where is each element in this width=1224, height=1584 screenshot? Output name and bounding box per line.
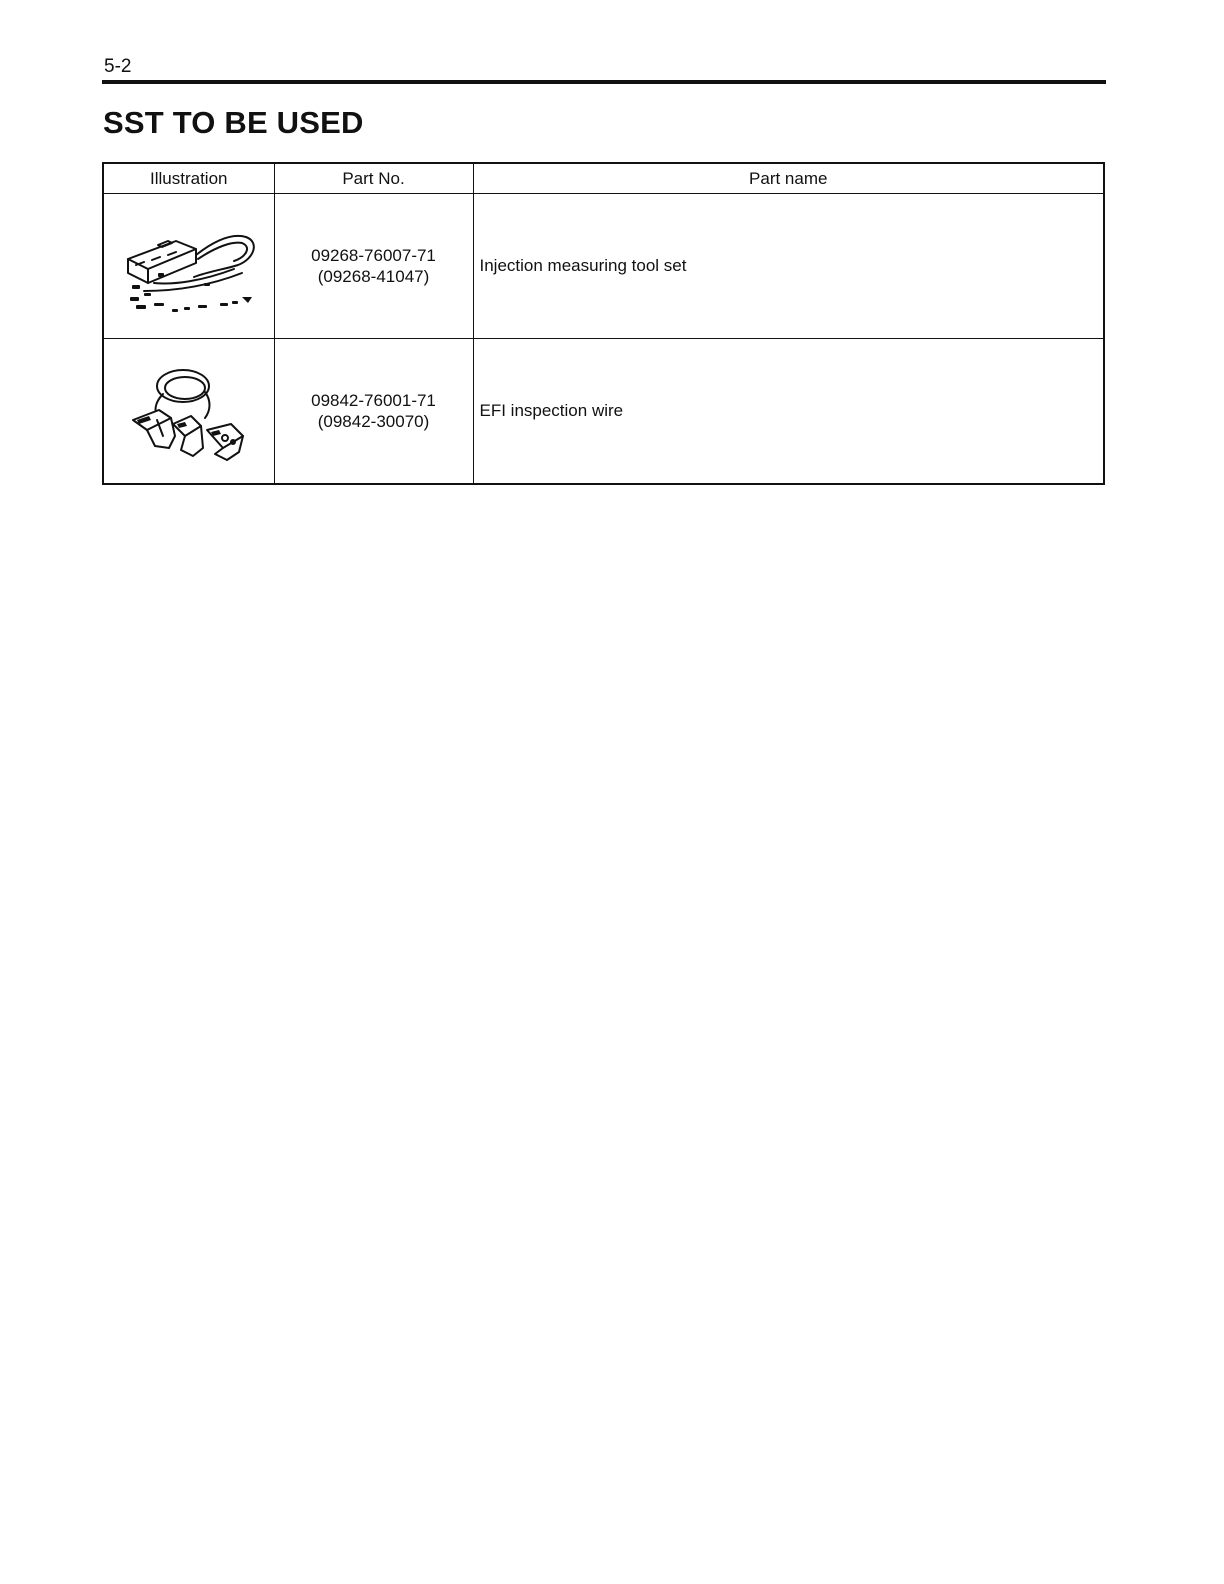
illustration-cell xyxy=(103,339,274,485)
table-row xyxy=(103,194,1104,339)
part-no-cell xyxy=(274,194,473,339)
sst-table xyxy=(102,162,1105,485)
part-no-alt: (09268-41047) xyxy=(317,267,430,286)
efi-inspection-wire-icon xyxy=(119,356,259,466)
table-row xyxy=(103,339,1104,485)
illustration-cell xyxy=(103,194,274,339)
column-header-illustration: Illustration xyxy=(103,163,274,194)
page-number: 5-2 xyxy=(104,56,132,77)
part-no: 09268-76007-71 xyxy=(311,246,436,265)
part-no-cell xyxy=(274,339,473,485)
part-name-cell: Injection measuring tool set xyxy=(473,194,1104,339)
page-title: SST TO BE USED xyxy=(103,105,364,140)
part-no-alt: (09842-30070) xyxy=(317,412,430,431)
column-header-part-name: Part name xyxy=(473,163,1104,194)
header-rule xyxy=(102,80,1106,84)
table-header-row xyxy=(103,163,1104,194)
injection-measuring-tool-set-icon xyxy=(114,211,264,321)
part-no: 09842-76001-71 xyxy=(311,391,436,410)
column-header-part-no: Part No. xyxy=(274,163,473,194)
part-name-cell: EFI inspection wire xyxy=(473,339,1104,485)
